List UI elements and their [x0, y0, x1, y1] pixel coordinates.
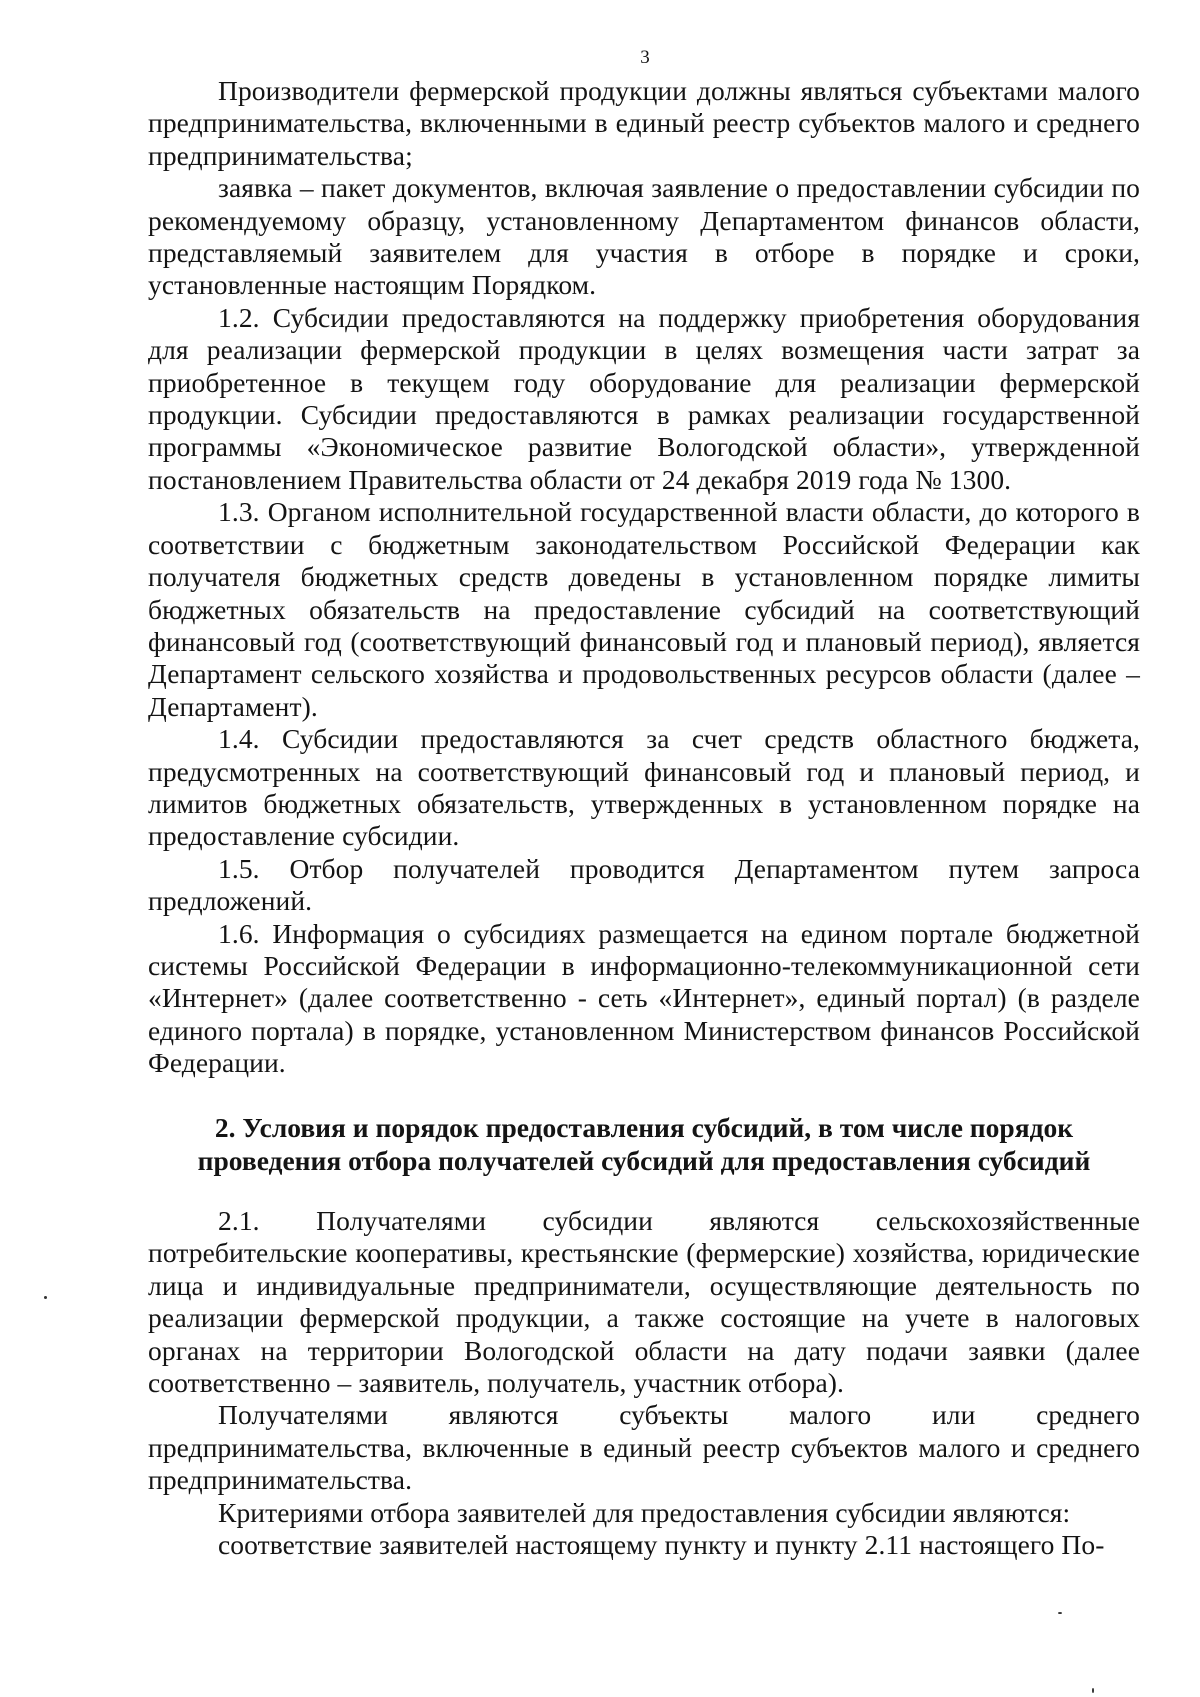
paragraph: 1.3. Органом исполнительной государственной власти области, до которого в соответствии с бюджетным законодательством Российской Федерации как получателя бюджетных средств доведены в установленном порядке лимиты бюджетных обязательств на предоставление субсидий на соответствующий финансовый год (соответствующий финансовый год и плановый период), является Департамент сельского хозяйства и продовольственных ресурсов области (далее – Департамент). — [148, 496, 1140, 722]
scan-speck — [1092, 1688, 1094, 1693]
paragraph: 1.6. Информация о субсидиях размещается на едином портале бюджетной системы Российской Федерации в информационно-телекоммуникационной сети «Интернет» (далее соответственно - сеть «Интернет», единый портал) (в разделе единого портала) в порядке, установленном Министерством финансов Российской Федерации. — [148, 917, 1140, 1079]
paragraph: 1.5. Отбор получателей проводится Департаментом путем запроса предложений. — [148, 852, 1140, 917]
section-2-body — [148, 1205, 1140, 1561]
paragraph: заявка – пакет документов, включая заявление о предоставлении субсидии по рекомендуемому образцу, установленному Департаментом финансов области, представляемый заявителем для участия в отборе в порядке и сроки, установленные настоящим Порядком. — [148, 172, 1140, 301]
page-number: 3 — [640, 47, 650, 68]
paragraph: соответствие заявителей настоящему пункту и пункту 2.11 настоящего По- — [218, 1529, 1105, 1561]
paragraph: Получателями являются субъекты малого или среднего предпринимательства, включенные в единый реестр субъектов малого и среднего предпринимательства. — [148, 1399, 1140, 1496]
paragraph: 1.4. Субсидии предоставляются за счет средств областного бюджета, предусмотренных на соответствующий финансовый год и плановый период, и лимитов бюджетных обязательств, утвержденных в установленном порядке на предоставление субсидии. — [148, 723, 1140, 852]
paragraph: Производители фермерской продукции должны являться субъектами малого предпринимательства, включенными в единый реестр субъектов малого и среднего предпринимательства; — [148, 75, 1140, 171]
paragraph: Критериями отбора заявителей для предоставления субсидии являются: — [218, 1496, 1071, 1528]
section-2-heading — [148, 1111, 1140, 1177]
heading-line: 2. Условия и порядок предоставления субсидий, в том числе порядок — [214, 1112, 1074, 1143]
paragraph: 2.1. Получателями субсидии являются сельскохозяйственные потребительские кооперативы, крестьянские (фермерские) хозяйства, юридические лица и индивидуальные предприниматели, осуществляющие деятельность по реализации фермерской продукции, а также состоящие на учете в налоговых органах на территории Вологодской области на дату подачи заявки (далее соответственно – заявитель, получатель, участник отбора). — [148, 1205, 1140, 1399]
section-1-body — [148, 75, 1140, 1080]
scan-speck — [44, 1296, 47, 1299]
scan-speck — [1058, 1612, 1062, 1614]
heading-line: проведения отбора получателей субсидий для предоставления субсидий — [197, 1145, 1091, 1176]
paragraph: 1.2. Субсидии предоставляются на поддержку приобретения оборудования для реализации фермерской продукции в целях возмещения части затрат за приобретенное в текущем году оборудование для реализации фермерской продукции. Субсидии предоставляются в рамках реализации государственной программы «Экономическое развитие Вологодской области», утвержденной постановлением Правительства области от 24 декабря 2019 года № 1300. — [148, 301, 1140, 495]
